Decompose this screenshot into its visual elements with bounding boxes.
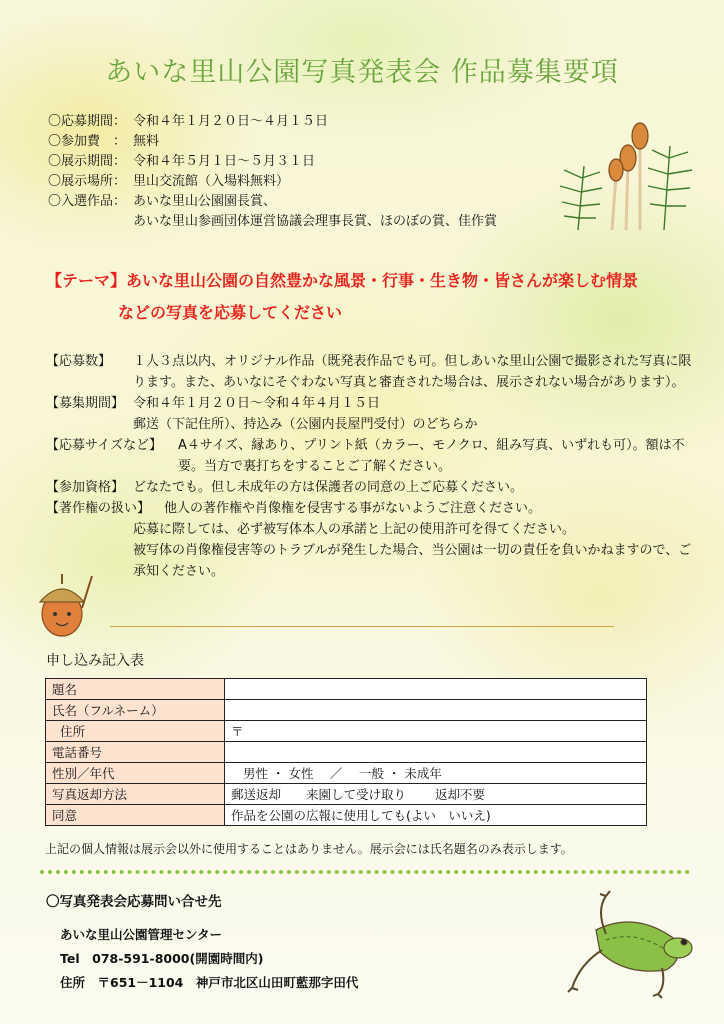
contact-heading: 〇写真発表会応募問い合せ先	[46, 894, 222, 910]
form-heading: 申し込み記入表	[46, 653, 144, 669]
dotted-divider	[40, 870, 690, 874]
return-method-field[interactable]: 郵送返却 来園して受け取り 返却不要	[225, 784, 647, 805]
requirement-row	[46, 477, 696, 498]
form-row	[46, 805, 647, 826]
form-row	[46, 784, 647, 805]
event-info	[48, 112, 497, 232]
theme-line-2: などの写真を応募してください	[118, 303, 343, 322]
requirement-label: 【募集期間】	[46, 396, 125, 411]
requirements	[46, 351, 696, 582]
privacy-note: 上記の個人情報は展示会以外に使用することはありません。展示会には氏名題名のみ表示します。	[45, 842, 573, 856]
requirement-label: 【参加資格】	[46, 480, 125, 495]
form-label: 電話番号	[46, 742, 225, 763]
requirement-row	[46, 393, 696, 414]
requirement-label: 【応募サイズなど】	[46, 438, 162, 453]
contact-org: あいな里山公園管理センター	[60, 927, 223, 942]
requirement-text: 令和４年１月２０日～令和４年４月１５日	[133, 396, 381, 411]
horsetail-illustration	[556, 118, 698, 234]
requirement-text: どなたでも。但し未成年の方は保護者の同意の上ご応募ください。	[133, 480, 524, 495]
requirement-text: 応募に際しては、必ず被写体本人の承諾と上記の使用許可を得てください。	[133, 522, 576, 537]
name-field[interactable]	[225, 700, 647, 721]
page-title: あいな里山公園写真発表会 作品募集要項	[105, 57, 619, 88]
form-row	[46, 721, 647, 742]
info-row	[48, 172, 497, 192]
theme-line-1: 【テーマ】あいな里山公園の自然豊かな風景・行事・生き物・皆さんが楽しむ情景	[46, 271, 639, 290]
requirement-label: 【応募数】	[46, 354, 112, 369]
info-row	[48, 132, 497, 152]
address-field[interactable]: 〒	[225, 721, 647, 742]
frog-illustration	[566, 890, 712, 1000]
contact-address: 住所 〒651－1104 神戸市北区山田町藍那字田代	[60, 975, 359, 990]
gender-age-field[interactable]: 男性 ・ 女性 ／ 一般 ・ 未成年	[225, 763, 647, 784]
info-label: 〇応募期間：	[48, 114, 127, 129]
info-label: 〇展示場所：	[48, 174, 127, 189]
info-value: あいな里山参画団体運営協議会理事長賞、ほのぼの賞、佳作賞	[133, 214, 498, 229]
application-form-table	[45, 678, 647, 826]
info-row	[48, 152, 497, 172]
info-label: 〇入選作品：	[48, 194, 127, 209]
requirement-text: 被写体の肖像権侵害等のトラブルが発生した場合、当公園は一切の責任を負いかねますので、ご承知ください。	[133, 543, 692, 579]
info-label: 〇展示期間：	[48, 154, 127, 169]
contact-info	[60, 923, 358, 995]
info-value: 令和４年１月２０日～４月１５日	[133, 114, 329, 129]
requirement-row	[46, 435, 696, 477]
phone-field[interactable]	[225, 742, 647, 763]
info-label	[48, 212, 133, 232]
requirement-label: 【著作権の扱い】	[46, 501, 151, 516]
form-label: 氏名（フルネーム）	[46, 700, 225, 721]
form-row	[46, 700, 647, 721]
requirement-row	[46, 351, 696, 393]
info-value: 令和４年５月１日～５月３１日	[133, 154, 316, 169]
form-row	[46, 679, 647, 700]
form-row	[46, 763, 647, 784]
acorn-mascot-illustration	[28, 562, 98, 642]
consent-field[interactable]: 作品を公園の広報に使用しても(よい いいえ)	[225, 805, 647, 826]
requirement-text: A４サイズ、縁あり、プリント紙（カラー、モノクロ、組み写真、いずれも可）。額は不要。当方で裏打ちをすることご了解ください。	[178, 438, 685, 474]
section-divider	[110, 626, 614, 627]
form-label: 写真返却方法	[46, 784, 225, 805]
form-label: 住所	[46, 721, 225, 742]
info-value: 無料	[133, 134, 160, 149]
info-label: 〇参加費 ：	[48, 134, 127, 149]
contact-tel: Tel 078-591-8000(開園時間内)	[60, 951, 264, 966]
form-label: 題名	[46, 679, 225, 700]
requirement-text: 他人の著作権や肖像権を侵害する事がないようご注意ください。	[164, 501, 542, 516]
info-row	[48, 112, 497, 132]
requirement-row	[46, 498, 696, 519]
requirement-text: 郵送（下記住所）、持込み（公園内長屋門受付）のどちらか	[133, 417, 478, 432]
form-label: 性別／年代	[46, 763, 225, 784]
form-label: 同意	[46, 805, 225, 826]
requirement-text: １人３点以内、オリジナル作品（既発表作品でも可。但しあいな里山公園で撮影された写真に限ります。また、あいなにそぐわない写真と審査された場合は、展示されない場合があります）。	[133, 354, 692, 390]
info-row	[48, 192, 497, 212]
info-row	[48, 212, 497, 232]
info-value: 里山交流館（入場料無料）	[133, 174, 290, 189]
form-row	[46, 742, 647, 763]
info-value: あいな里山公園園長賞、	[133, 194, 277, 209]
title-field[interactable]	[225, 679, 647, 700]
